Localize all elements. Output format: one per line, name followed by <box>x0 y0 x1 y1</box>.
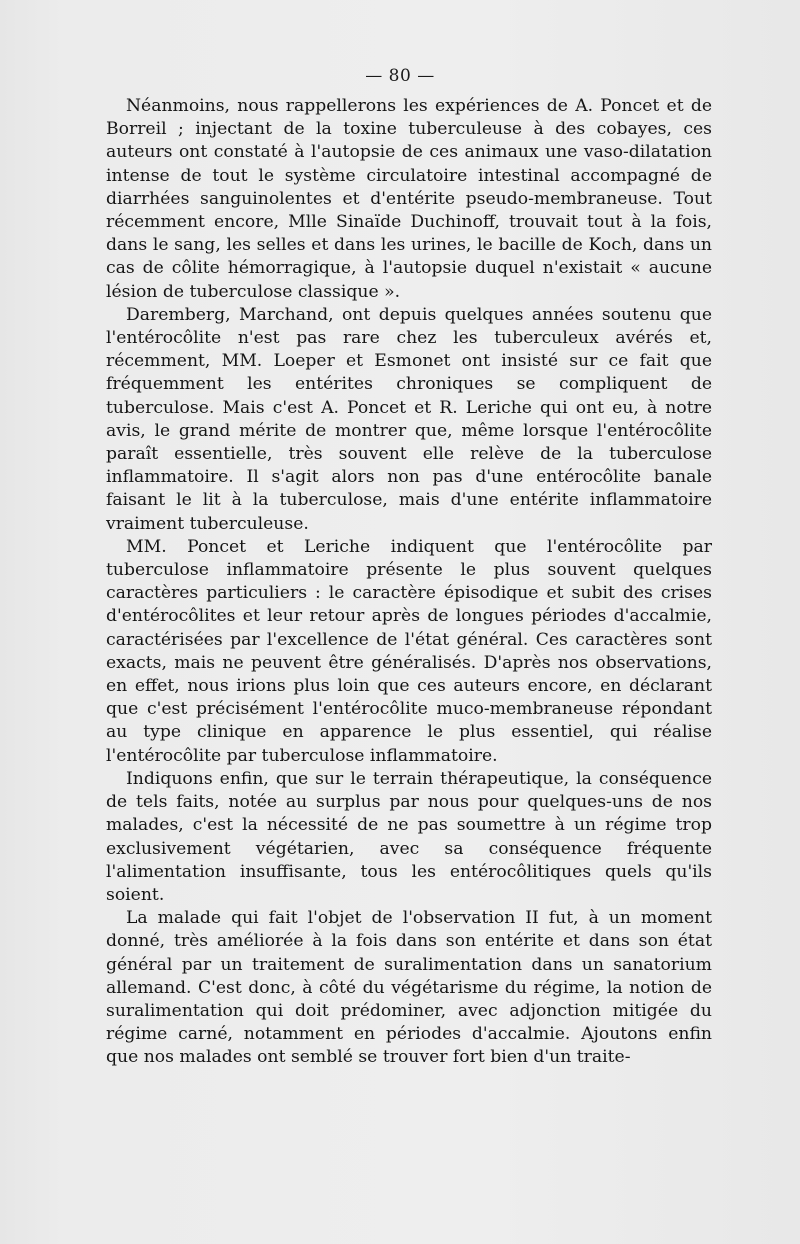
paragraph-5: La malade qui fait l'objet de l'observation II fut, à un moment donné, très améliorée à la fois dans son entérite et dans son état général par un traitement de suralimentation dans un sanatorium allemand. C'est donc, à côté du végétarisme du régime, la notion de suralimentation qui doit prédominer, avec adjonction mitigée du régime carné, notamment en périodes d'accalmie. Ajoutons enfin que nos malades ont semblé se trouver fort bien d'un traite- <box>106 908 712 1068</box>
paragraph-1: Néanmoins, nous rappellerons les expériences de A. Poncet et de Borreil ; injectant de la toxine tuberculeuse à des cobayes, ces auteurs ont constaté à l'autopsie de ces animaux une vaso-dilatation intense de tout le système circulatoire intestinal accompagné de diarrhées sanguinolentes et d'entérite pseudo-membraneuse. Tout récemment encore, Mlle Sinaïde Duchinoff, trouvait tout à la fois, dans le sang, les selles et dans les urines, le bacille de Koch, dans un cas de côlite hémorragique, à l'autopsie duquel n'existait « aucune lésion de tuberculose classique ». <box>106 96 712 302</box>
page-number: — 80 — <box>365 66 435 86</box>
paragraph-2: Daremberg, Marchand, ont depuis quelques années soutenu que l'entérocôlite n'est pas rare chez les tuberculeux avérés et, récemment, MM. Loeper et Esmonet ont insisté sur ce fait que fréquemment les entérites chroniques se compliquent de tuberculose. Mais c'est A. Poncet et R. Leriche qui ont eu, à notre avis, le grand mérite de montrer que, même lorsque l'entérocôlite paraît essentielle, très souvent elle relève de la tuberculose inflammatoire. Il s'agit alors non pas d'une entérocôlite banale faisant le lit à la tuberculose, mais d'une entérite inflammatoire vraiment tuberculeuse. <box>106 304 712 534</box>
body-text <box>106 95 712 1070</box>
paragraph-4: Indiquons enfin, que sur le terrain thérapeutique, la conséquence de tels faits, notée au surplus par nous pour quelques-uns de nos malades, c'est la nécessité de ne pas soumettre à un régime trop exclusivement végétarien, avec sa conséquence fréquente l'alimentation insuffisante, tous les entérocôlitiques quels qu'ils soient. <box>106 768 712 905</box>
paragraph-3: MM. Poncet et Leriche indiquent que l'entérocôlite par tuberculose inflammatoire présente le plus souvent quelques caractères particuliers : le caractère épisodique et subit des crises d'entérocôlites et leur retour après de longues périodes d'accalmie, caractérisées par l'excellence de l'état général. Ces caractères sont exacts, mais ne peuvent être généralisés. D'après nos observations, en effet, nous irions plus loin que ces auteurs encore, en déclarant que c'est précisément l'entérocôlite muco-membraneuse répondant au type clinique en apparence le plus essentiel, qui réalise l'entérocôlite par tuberculose inflammatoire. <box>106 536 712 766</box>
